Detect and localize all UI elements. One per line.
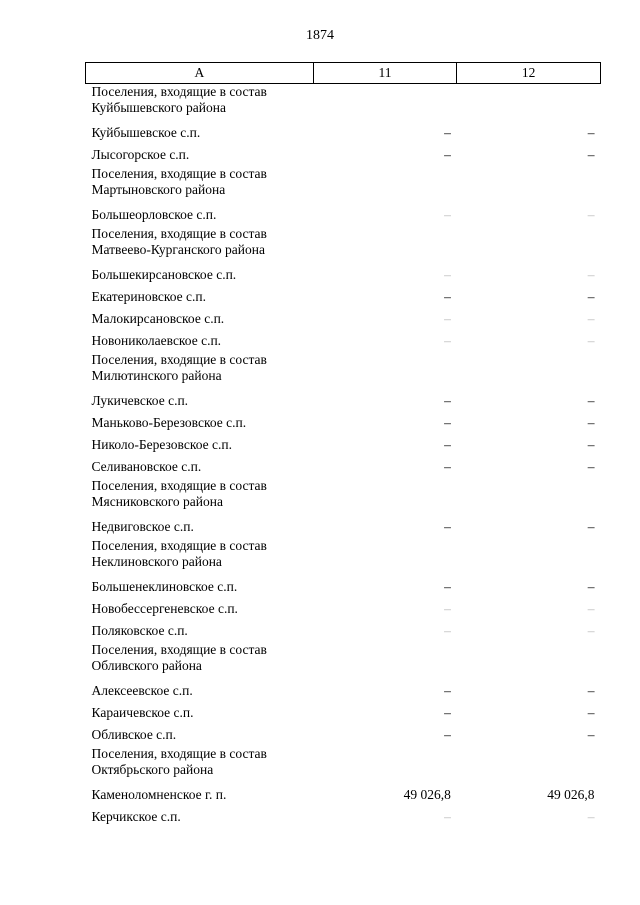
- value-col-12: –: [587, 207, 595, 222]
- value-col-11: –: [444, 459, 451, 474]
- district-header-row: [86, 746, 601, 784]
- value-col-11: [313, 538, 457, 576]
- table-row: [86, 204, 601, 226]
- district-title: Поселения, входящие в состав Мясниковского района: [91, 478, 267, 509]
- district-header-row: [86, 642, 601, 680]
- table-row: [86, 702, 601, 724]
- value-col-11: –: [444, 289, 451, 304]
- value-col-12: [457, 226, 601, 264]
- settlement-name: Большекирсановское с.п.: [91, 267, 237, 282]
- settlement-name: Обливское с.п.: [91, 727, 177, 742]
- value-col-11: –: [444, 437, 451, 452]
- value-col-12: –: [587, 705, 595, 720]
- table-row: [86, 598, 601, 620]
- value-col-12: –: [587, 683, 595, 698]
- value-col-11: –: [444, 267, 451, 282]
- district-title: Поселения, входящие в состав Обливского района: [91, 642, 267, 673]
- value-col-11: [313, 226, 457, 264]
- table-row: [86, 724, 601, 746]
- settlement-name: Новониколаевское с.п.: [91, 333, 222, 348]
- district-header-row: [86, 226, 601, 264]
- settlement-name: Лысогорское с.п.: [91, 147, 190, 162]
- table-row: [86, 390, 601, 412]
- value-col-11: –: [444, 519, 451, 534]
- settlement-name: Лукичевское с.п.: [91, 393, 189, 408]
- settlement-name: Екатериновское с.п.: [91, 289, 206, 304]
- column-header-11: 11: [313, 63, 457, 84]
- value-col-11: 49 026,8: [403, 787, 451, 802]
- district-header-row: [86, 478, 601, 516]
- table-row: [86, 308, 601, 330]
- district-title: Поселения, входящие в состав Куйбышевского района: [91, 84, 267, 115]
- value-col-12: –: [587, 727, 595, 742]
- table-row: [86, 412, 601, 434]
- settlement-name: Куйбышевское с.п.: [91, 125, 201, 140]
- column-header-12: 12: [457, 63, 601, 84]
- settlement-name: Алексеевское с.п.: [91, 683, 193, 698]
- table-row: [86, 144, 601, 166]
- settlement-name: Новобессергеневское с.п.: [91, 601, 238, 616]
- value-col-12: –: [587, 579, 595, 594]
- district-header-row: [86, 352, 601, 390]
- table-row: [86, 576, 601, 598]
- district-title: Поселения, входящие в состав Октябрьского района: [91, 746, 267, 777]
- table-row: [86, 784, 601, 806]
- settlement-name: Малокирсановское с.п.: [91, 311, 225, 326]
- value-col-11: –: [444, 727, 451, 742]
- settlement-name: Поляковское с.п.: [91, 623, 188, 638]
- value-col-11: –: [444, 705, 451, 720]
- value-col-11: [313, 746, 457, 784]
- table-row: [86, 806, 601, 828]
- value-col-11: [313, 642, 457, 680]
- table-row: [86, 434, 601, 456]
- value-col-12: [457, 746, 601, 784]
- table-row: [86, 456, 601, 478]
- settlement-name: Маньково-Березовское с.п.: [91, 415, 247, 430]
- table-row: [86, 286, 601, 308]
- value-col-11: [313, 166, 457, 204]
- district-title: Поселения, входящие в состав Мартыновского района: [91, 166, 267, 197]
- value-col-11: –: [444, 601, 451, 616]
- settlement-name: Большеорловское с.п.: [91, 207, 217, 222]
- district-title: Поселения, входящие в состав Матвеево-Курганского района: [91, 226, 267, 257]
- value-col-12: –: [587, 809, 595, 824]
- value-col-12: –: [587, 147, 595, 162]
- value-col-12: –: [587, 125, 595, 140]
- value-col-12: –: [587, 289, 595, 304]
- settlement-name: Керчикское с.п.: [91, 809, 181, 824]
- value-col-11: [313, 352, 457, 390]
- table-row: [86, 620, 601, 642]
- value-col-11: –: [444, 125, 451, 140]
- value-col-11: –: [444, 623, 451, 638]
- settlement-name: Недвиговское с.п.: [91, 519, 194, 534]
- value-col-12: [457, 352, 601, 390]
- district-header-row: [86, 84, 601, 123]
- table-header-row: [86, 63, 601, 84]
- settlement-name: Каменоломненское г. п.: [91, 787, 227, 802]
- value-col-11: –: [444, 333, 451, 348]
- value-col-11: [313, 84, 457, 123]
- value-col-11: –: [444, 311, 451, 326]
- page-number: 1874: [306, 28, 334, 43]
- value-col-12: [457, 166, 601, 204]
- value-col-12: –: [587, 623, 595, 638]
- table-row: [86, 264, 601, 286]
- value-col-11: –: [444, 393, 451, 408]
- district-header-row: [86, 166, 601, 204]
- value-col-12: 49 026,8: [547, 787, 595, 802]
- value-col-11: [313, 478, 457, 516]
- value-col-12: –: [587, 437, 595, 452]
- value-col-12: [457, 478, 601, 516]
- value-col-11: –: [444, 207, 451, 222]
- value-col-12: [457, 538, 601, 576]
- district-title: Поселения, входящие в состав Неклиновского района: [91, 538, 267, 569]
- table-row: [86, 516, 601, 538]
- settlement-name: Николо-Березовское с.п.: [91, 437, 232, 452]
- value-col-12: –: [587, 267, 595, 282]
- district-header-row: [86, 538, 601, 576]
- budget-table: [85, 62, 601, 828]
- table-body: [86, 84, 601, 829]
- value-col-12: [457, 84, 601, 123]
- table-row: [86, 330, 601, 352]
- table-row: [86, 122, 601, 144]
- value-col-12: –: [587, 601, 595, 616]
- column-header-a: A: [86, 63, 314, 84]
- value-col-12: –: [587, 519, 595, 534]
- value-col-11: –: [444, 415, 451, 430]
- district-title: Поселения, входящие в состав Милютинского района: [91, 352, 267, 383]
- value-col-11: –: [444, 579, 451, 594]
- value-col-12: –: [587, 333, 595, 348]
- value-col-12: –: [587, 415, 595, 430]
- settlement-name: Селивановское с.п.: [91, 459, 202, 474]
- value-col-11: –: [444, 683, 451, 698]
- settlement-name: Большенеклиновское с.п.: [91, 579, 238, 594]
- value-col-12: –: [587, 311, 595, 326]
- value-col-12: –: [587, 393, 595, 408]
- table-row: [86, 680, 601, 702]
- value-col-12: –: [587, 459, 595, 474]
- value-col-11: –: [444, 147, 451, 162]
- value-col-11: –: [444, 809, 451, 824]
- value-col-12: [457, 642, 601, 680]
- settlement-name: Караичевское с.п.: [91, 705, 194, 720]
